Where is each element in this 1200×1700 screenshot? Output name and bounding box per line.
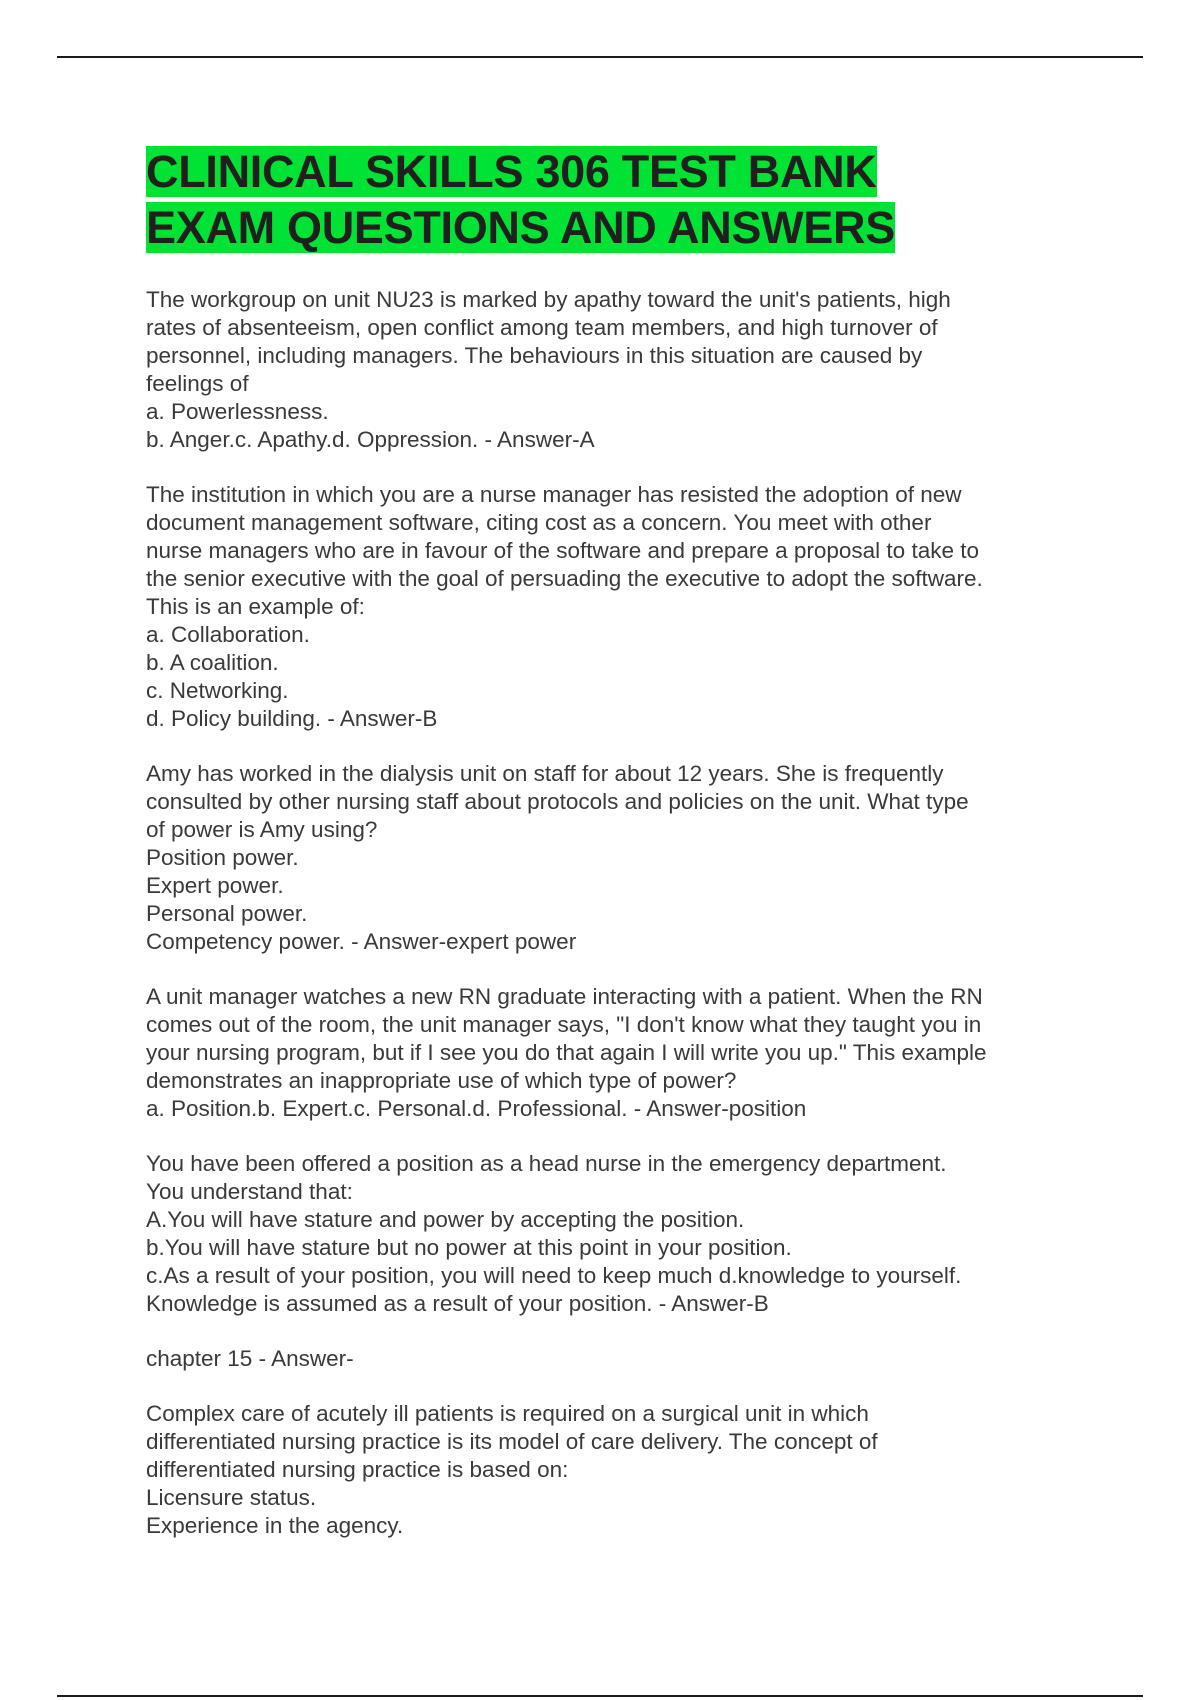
question-line: A unit manager watches a new RN graduate interacting with a patient. When the RN (146, 984, 983, 1009)
question-line: Complex care of acutely ill patients is required on a surgical unit in which (146, 1401, 869, 1426)
header-rule (57, 56, 1143, 58)
question-line: You have been offered a position as a head nurse in the emergency department. (146, 1151, 947, 1176)
question-line: consulted by other nursing staff about protocols and policies on the unit. What type (146, 789, 969, 814)
option-line: c.As a result of your position, you will need to keep much d.knowledge to yourself. (146, 1263, 962, 1288)
question-1 (146, 286, 1066, 454)
option-line: c. Networking. (146, 678, 289, 703)
question-line: You understand that: (146, 1179, 353, 1204)
option-line: A.You will have stature and power by accepting the position. (146, 1207, 745, 1232)
option-line: a. Powerlessness. (146, 399, 329, 424)
question-3 (146, 760, 1066, 956)
title-line-1: CLINICAL SKILLS 306 TEST BANK (146, 146, 877, 197)
question-5 (146, 1150, 1066, 1318)
chapter-line: chapter 15 - Answer- (146, 1346, 354, 1371)
question-line: of power is Amy using? (146, 817, 378, 842)
question-line: demonstrates an inappropriate use of which type of power? (146, 1068, 737, 1093)
question-line: This is an example of: (146, 594, 365, 619)
question-line: nurse managers who are in favour of the software and prepare a proposal to take to (146, 538, 979, 563)
question-4 (146, 983, 1066, 1123)
question-line: personnel, including managers. The behaviours in this situation are caused by (146, 343, 923, 368)
answer-line: Competency power. - Answer-expert power (146, 929, 577, 954)
answer-line: Knowledge is assumed as a result of your position. - Answer-B (146, 1291, 769, 1316)
question-line: rates of absenteeism, open conflict among team members, and high turnover of (146, 315, 938, 340)
document-title (146, 144, 1066, 256)
question-line: Amy has worked in the dialysis unit on staff for about 12 years. She is frequently (146, 761, 944, 786)
option-line: Expert power. (146, 873, 284, 898)
question-line: differentiated nursing practice is its model of care delivery. The concept of (146, 1429, 878, 1454)
answer-line: b. Anger.c. Apathy.d. Oppression. - Answer-A (146, 427, 595, 452)
question-line: document management software, citing cost as a concern. You meet with other (146, 510, 932, 535)
answer-line: a. Position.b. Expert.c. Personal.d. Professional. - Answer-position (146, 1096, 807, 1121)
question-6 (146, 1400, 1066, 1540)
option-line: Position power. (146, 845, 299, 870)
title-line-2: EXAM QUESTIONS AND ANSWERS (146, 202, 895, 253)
question-line: differentiated nursing practice is based on: (146, 1457, 569, 1482)
chapter-heading (146, 1345, 1066, 1373)
question-line: feelings of (146, 371, 249, 396)
footer-rule (57, 1695, 1143, 1697)
answer-line: d. Policy building. - Answer-B (146, 706, 438, 731)
option-line: Licensure status. (146, 1485, 317, 1510)
option-line: a. Collaboration. (146, 622, 310, 647)
option-line: b. A coalition. (146, 650, 279, 675)
document-body (146, 144, 1066, 1567)
option-line: Personal power. (146, 901, 308, 926)
question-line: the senior executive with the goal of persuading the executive to adopt the software. (146, 566, 983, 591)
question-line: comes out of the room, the unit manager says, "I don't know what they taught you in (146, 1012, 982, 1037)
question-line: The institution in which you are a nurse manager has resisted the adoption of new (146, 482, 962, 507)
question-line: The workgroup on unit NU23 is marked by apathy toward the unit's patients, high (146, 287, 951, 312)
question-line: your nursing program, but if I see you do that again I will write you up." This example (146, 1040, 987, 1065)
option-line: b.You will have stature but no power at this point in your position. (146, 1235, 792, 1260)
option-line: Experience in the agency. (146, 1513, 404, 1538)
question-2 (146, 481, 1066, 733)
